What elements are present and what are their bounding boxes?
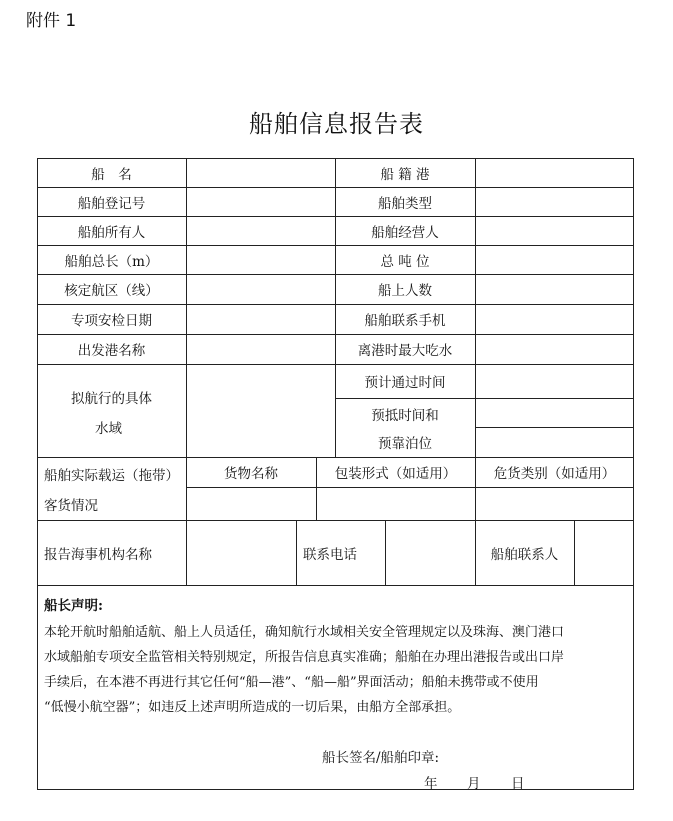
- declaration-text: 水域船舶专项安全监管相关特别规定，所报告信息真实准确；船舶在办理出港报告或出口岸: [44, 650, 565, 665]
- date-year-label: 年: [424, 776, 438, 792]
- dangerous-class-field[interactable]: [476, 488, 633, 519]
- operator-field[interactable]: [476, 217, 633, 244]
- owner-field[interactable]: [187, 217, 334, 244]
- declaration-text: 本轮开航时船舶适航、船上人员适任，确知航行水域相关安全管理规定以及珠海、澳门港口: [44, 625, 565, 640]
- operator-label: 船舶经营人: [371, 224, 439, 241]
- persons-on-board-field[interactable]: [476, 275, 633, 303]
- planned-waters-field[interactable]: [187, 365, 334, 456]
- cargo-label-2: 客货情况: [44, 498, 98, 514]
- msa-name-label: 报告海事机构名称: [44, 546, 152, 563]
- contact-mobile-field[interactable]: [476, 305, 633, 333]
- eta-arrival-label-2: 预靠泊位: [378, 436, 432, 452]
- eta-arrival-field[interactable]: [476, 399, 633, 426]
- planned-waters-label-2: 水域: [95, 421, 122, 437]
- goods-name-field[interactable]: [187, 488, 315, 519]
- goods-name-header: 货物名称: [224, 466, 278, 482]
- contact-mobile-label: 船舶联系手机: [364, 313, 446, 329]
- port-of-registry-label: 船 籍 港: [380, 166, 430, 183]
- owner-label: 船舶所有人: [77, 224, 146, 241]
- departure-port-label: 出发港名称: [77, 343, 146, 359]
- packaging-field[interactable]: [317, 488, 474, 519]
- length-field[interactable]: [187, 246, 334, 273]
- departure-port-field[interactable]: [187, 335, 334, 363]
- inspection-date-field[interactable]: [187, 305, 334, 333]
- ship-type-label: 船舶类型: [378, 195, 432, 212]
- planned-waters-label: 拟航行的具体: [71, 391, 152, 407]
- eta-arrival-label: 预抵时间和: [371, 408, 439, 424]
- ship-name-label: 船 名: [91, 166, 132, 183]
- cargo-label: 船舶实际载运（拖带）: [44, 468, 179, 484]
- inspection-date-label: 专项安检日期: [71, 313, 152, 329]
- form-title: 船舶信息报告表: [249, 110, 424, 138]
- registration-no-label: 船舶登记号: [77, 195, 146, 212]
- ship-name-field[interactable]: [187, 159, 334, 186]
- date-day-label: 日: [511, 776, 525, 792]
- signature-label: 船长签名/船舶印章:: [322, 750, 440, 766]
- signature-field[interactable]: [460, 744, 620, 766]
- navigation-area-field[interactable]: [187, 275, 334, 303]
- max-draft-field[interactable]: [476, 335, 633, 363]
- contact-person-field[interactable]: [575, 521, 633, 584]
- tonnage-label: 总 吨 位: [380, 253, 430, 270]
- tonnage-field[interactable]: [476, 246, 633, 273]
- eta-passage-field[interactable]: [476, 365, 633, 397]
- packaging-header: 包装形式（如适用）: [334, 466, 457, 482]
- declaration-heading: 船长声明:: [44, 598, 103, 614]
- declaration-text: “低慢小航空器”；如违反上述声明所造成的一切后果，由船方全部承担。: [44, 700, 461, 715]
- dangerous-class-header: 危货类别（如适用）: [493, 466, 616, 482]
- msa-name-field[interactable]: [187, 521, 295, 584]
- declaration-text: 手续后，在本港不再进行其它任何“船—港”、“船—船”界面活动；船舶未携带或不使用: [44, 675, 539, 690]
- ship-type-field[interactable]: [476, 188, 633, 215]
- navigation-area-label: 核定航区（线）: [64, 283, 159, 299]
- eta-passage-label: 预计通过时间: [364, 375, 446, 391]
- registration-no-field[interactable]: [187, 188, 334, 215]
- date-month-label: 月: [467, 776, 481, 792]
- length-label: 船舶总长（m）: [64, 253, 159, 270]
- row-divider: [37, 585, 634, 586]
- phone-label: 联系电话: [303, 546, 357, 563]
- contact-person-label: 船舶联系人: [490, 546, 559, 563]
- attachment-label: 附件 1: [26, 11, 77, 31]
- phone-field[interactable]: [386, 521, 474, 584]
- berth-field[interactable]: [476, 428, 633, 456]
- max-draft-label: 离港时最大吃水: [357, 343, 453, 359]
- persons-on-board-label: 船上人数: [378, 283, 432, 299]
- port-of-registry-field[interactable]: [476, 159, 633, 186]
